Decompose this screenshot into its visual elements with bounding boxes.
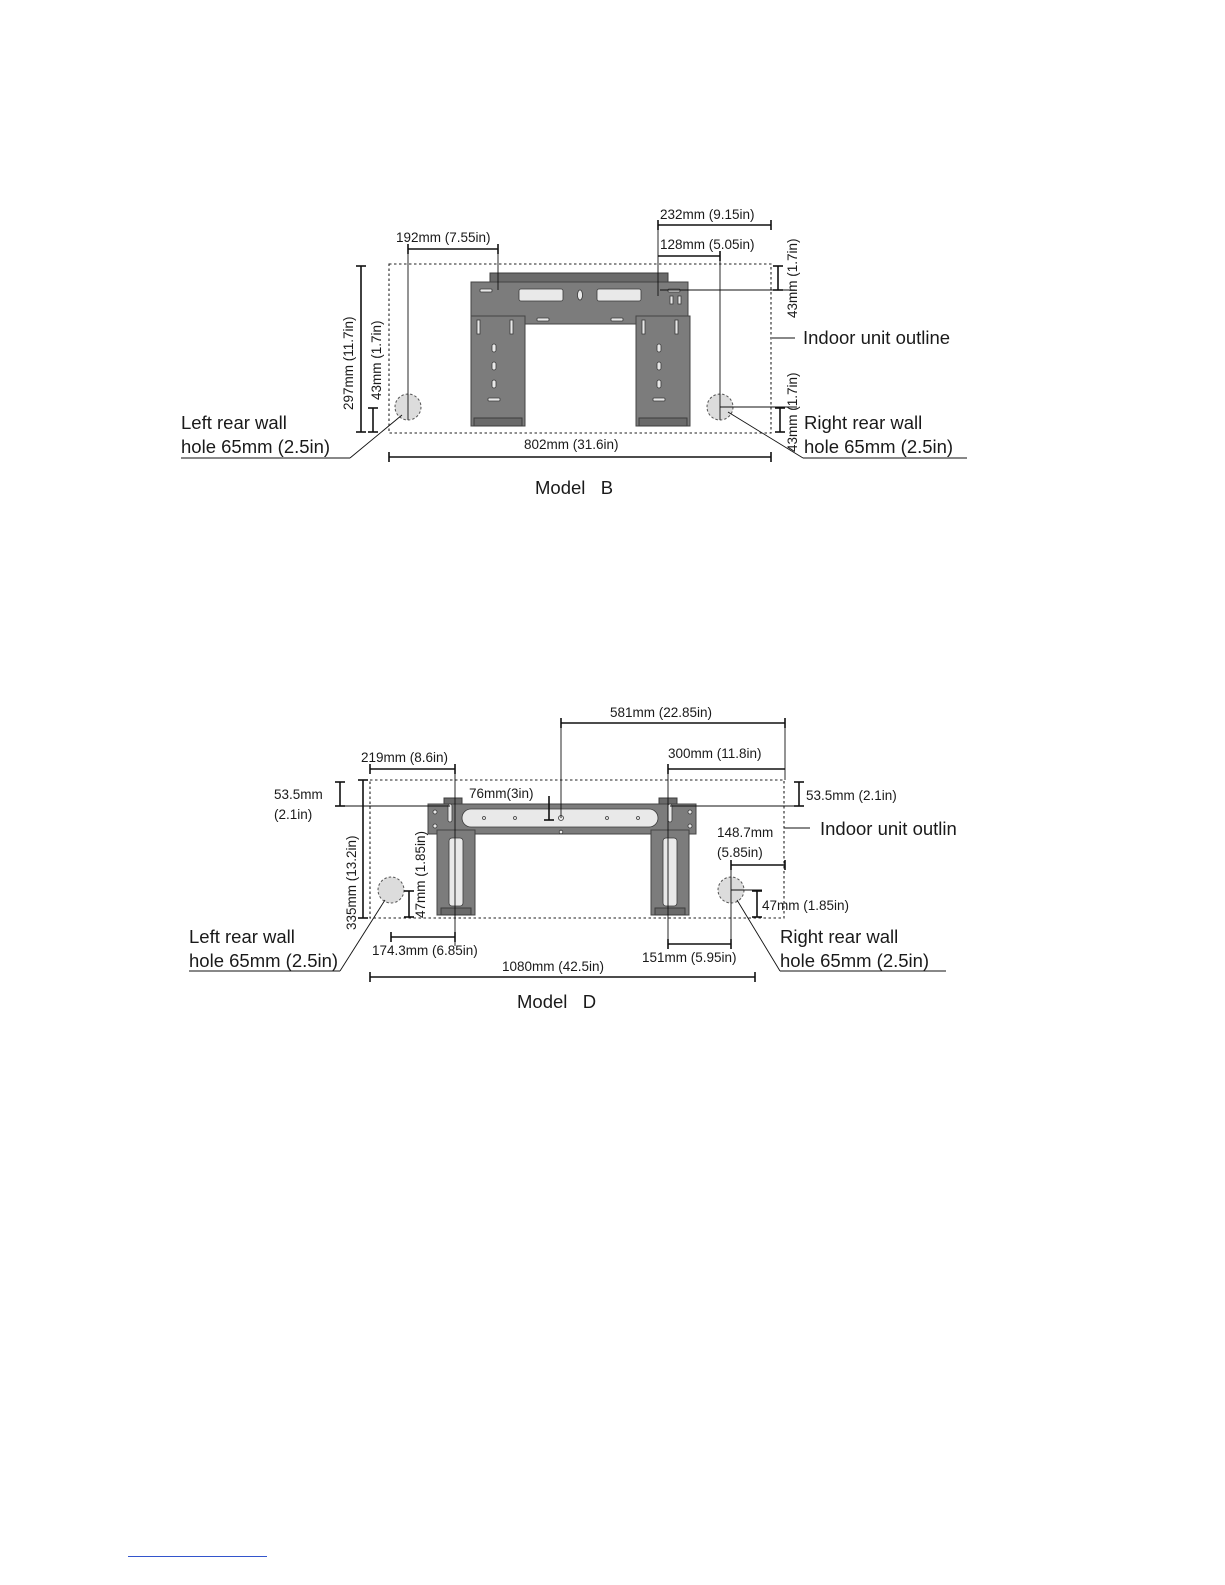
model-b-dim-192: 192mm (7.55in) <box>396 230 491 245</box>
model-b-left-hole-label-1: Left rear wall <box>181 412 287 433</box>
model-d-dim-174: 174.3mm (6.85in) <box>372 943 478 958</box>
model-d-dim-581: 581mm (22.85in) <box>610 705 713 720</box>
model-d-dim-47-left: 47mm (1.85in) <box>413 830 428 918</box>
model-d-left-hole-label-2: hole 65mm (2.5in) <box>189 950 339 971</box>
model-b-dim-43-left: 43mm (1.7in) <box>369 320 384 400</box>
model-d-dim-53-right: 53.5mm (2.1in) <box>806 788 897 803</box>
model-d-left-wall-hole <box>378 877 404 903</box>
model-b-dim-232: 232mm (9.15in) <box>660 207 755 222</box>
model-d-left-hole-label-1: Left rear wall <box>189 926 295 947</box>
model-d-dim-335: 335mm (13.2in) <box>344 835 359 930</box>
model-b-dim-43-bottom-right: 43mm (1.7in) <box>785 372 800 452</box>
model-d-dim-76: 76mm(3in) <box>469 786 534 801</box>
model-d-mounting-plate <box>428 798 696 915</box>
model-d-dim-1080: 1080mm (42.5in) <box>502 959 605 974</box>
model-d-dim-219: 219mm (8.6in) <box>361 750 449 765</box>
model-b-left-hole-label-2: hole 65mm (2.5in) <box>181 436 331 457</box>
model-d-outline-label: Indoor unit outlin <box>820 818 957 839</box>
model-d-right-hole-label-2: hole 65mm (2.5in) <box>780 950 930 971</box>
model-b-dim-297: 297mm (11.7in) <box>341 316 356 410</box>
model-b-diagram <box>181 207 967 498</box>
model-b-title: Model B <box>535 477 614 498</box>
model-b-outline-label: Indoor unit outline <box>803 327 951 348</box>
model-b-dim-43-top-right: 43mm (1.7in) <box>785 238 800 318</box>
model-d-title: Model D <box>517 991 597 1012</box>
model-d-dim-151: 151mm (5.95in) <box>642 950 737 965</box>
model-d-dim-148-1: 148.7mm <box>717 825 774 840</box>
model-d-dim-300: 300mm (11.8in) <box>668 746 762 761</box>
model-b-right-hole-label-2: hole 65mm (2.5in) <box>804 436 954 457</box>
model-b-right-hole-label-1: Right rear wall <box>804 412 923 433</box>
model-b-dim-128: 128mm (5.05in) <box>660 237 755 252</box>
model-b-dim-802: 802mm (31.6in) <box>524 437 619 452</box>
model-d-dim-53-left-2: (2.1in) <box>274 807 313 822</box>
footer-link-underline <box>128 1556 267 1557</box>
model-d-diagram <box>189 705 957 1012</box>
model-d-dim-47-right: 47mm (1.85in) <box>762 898 850 913</box>
model-d-right-hole-label-1: Right rear wall <box>780 926 899 947</box>
model-b-mounting-plate <box>471 273 690 426</box>
model-d-dim-53-left-1: 53.5mm <box>274 787 323 802</box>
model-d-dim-148-2: (5.85in) <box>717 845 763 860</box>
